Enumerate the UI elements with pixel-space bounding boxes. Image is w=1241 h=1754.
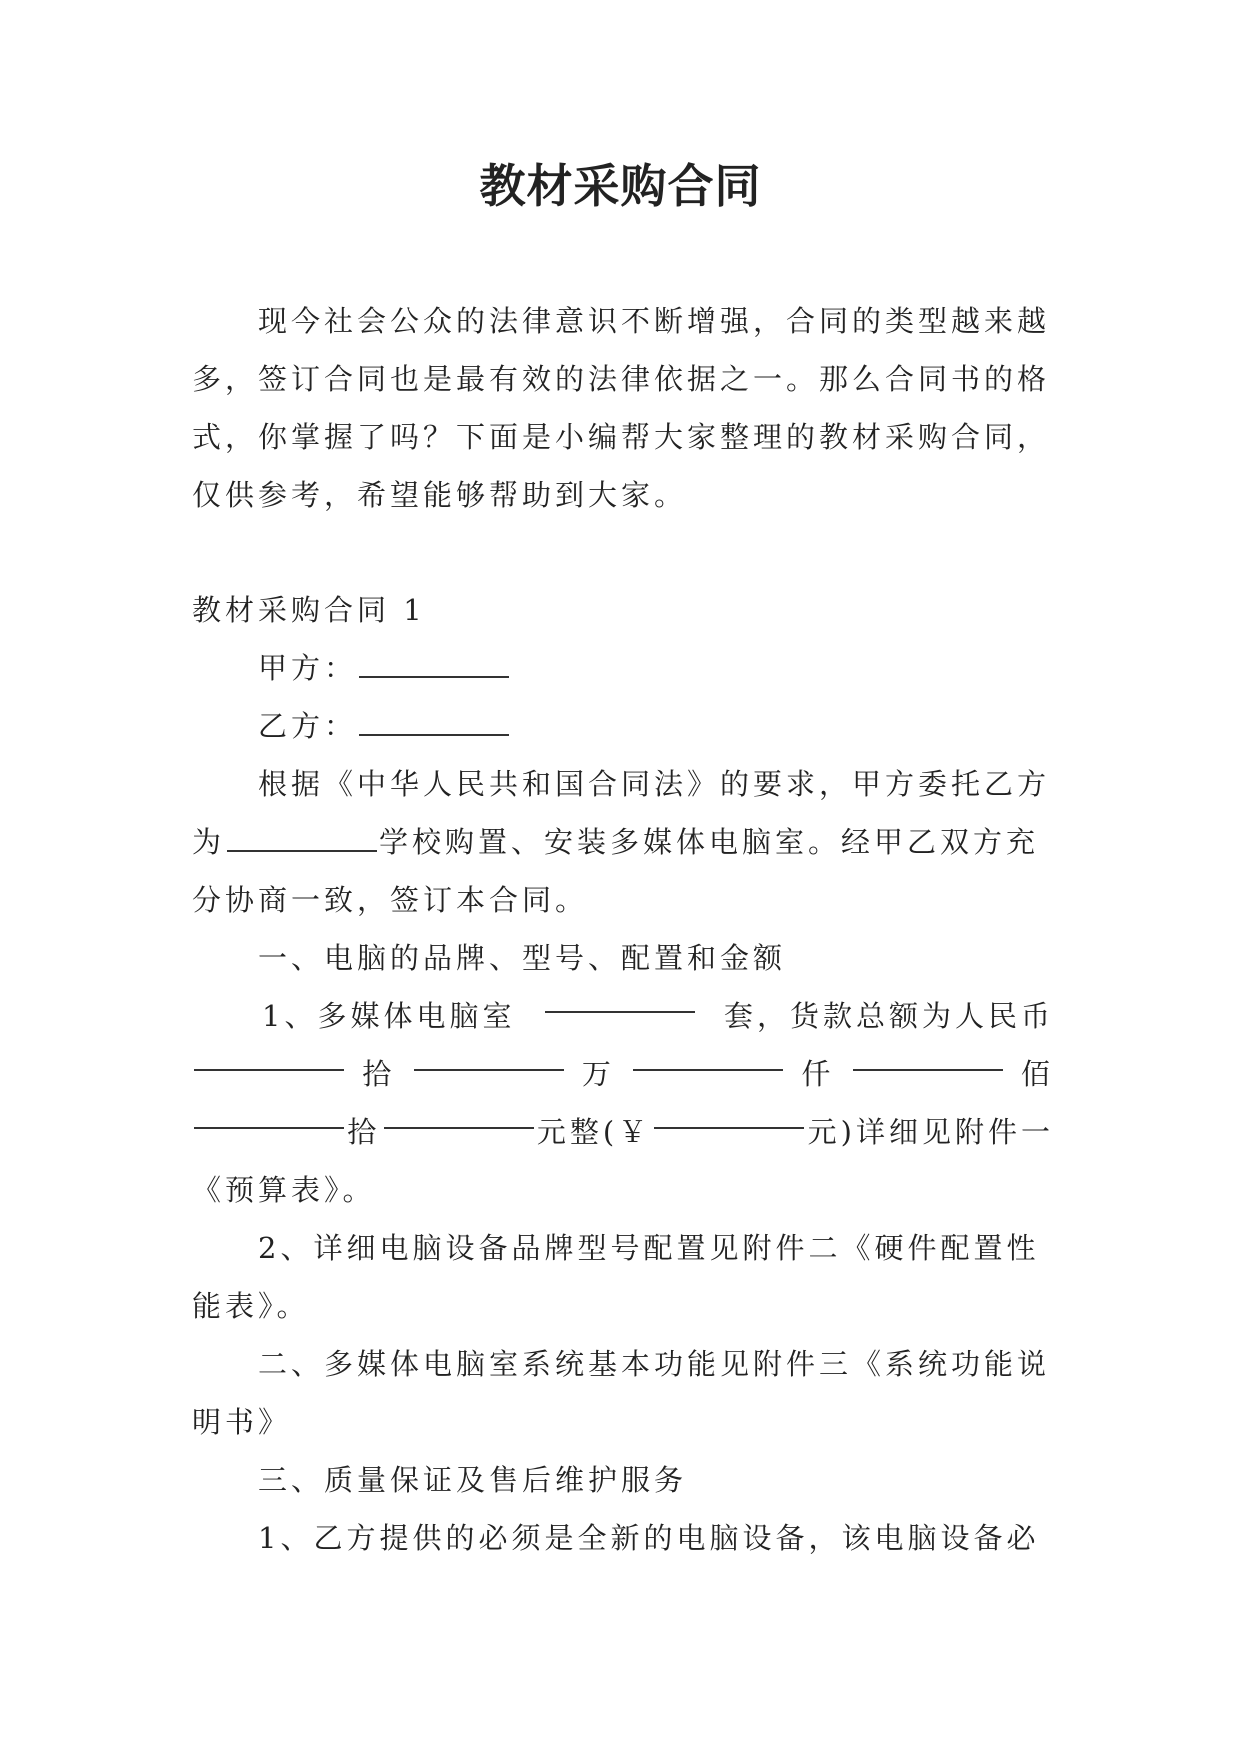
school-blank xyxy=(227,826,377,852)
unit-text: 元整(￥ xyxy=(536,1115,652,1149)
item-1-text: 1、多媒体电脑室 xyxy=(262,999,516,1033)
unit-text: 元)详细见附件一 xyxy=(807,1115,1054,1149)
amount-blank xyxy=(853,1045,1003,1071)
amount-blank xyxy=(633,1045,783,1071)
amount-line xyxy=(192,1045,1054,1103)
item-2-line: 2、详细电脑设备品牌型号配置见附件二《硬件配置性 xyxy=(258,1231,1040,1265)
unit-text: 拾 xyxy=(362,1057,396,1091)
basis-line xyxy=(192,813,1054,871)
unit-text: 佰 xyxy=(1020,1057,1054,1091)
amount-blank xyxy=(194,1045,344,1071)
intro-line: 仅供参考，希望能够帮助到大家。 xyxy=(192,478,688,512)
unit-text: 拾 xyxy=(347,1115,381,1149)
document-title: 教材采购合同 xyxy=(479,159,762,213)
amount-blank xyxy=(654,1103,804,1129)
unit-text: 万 xyxy=(581,1057,615,1091)
intro-paragraph xyxy=(192,292,1054,524)
party-a-line xyxy=(192,639,1054,697)
clause-3-heading: 三、质量保证及售后维护服务 xyxy=(258,1463,688,1497)
amount-line xyxy=(192,1103,1054,1161)
unit-text: 仟 xyxy=(801,1057,835,1091)
clause-1-heading: 一、电脑的品牌、型号、配置和金额 xyxy=(258,941,787,975)
amount-blank xyxy=(384,1103,534,1129)
basis-line: 根据《中华人民共和国合同法》的要求，甲方委托乙方 xyxy=(258,767,1051,801)
basis-text: 学校购置、安装多媒体电脑室。经甲乙双方充 xyxy=(379,825,1040,859)
item-2-line: 能表》。 xyxy=(192,1289,310,1323)
intro-line: 现今社会公众的法律意识不断增强，合同的类型越来越 xyxy=(258,304,1051,338)
amount-blank xyxy=(194,1103,344,1129)
intro-line: 式，你掌握了吗？下面是小编帮大家整理的教材采购合同， xyxy=(192,420,1051,454)
item-1-line xyxy=(192,987,1054,1045)
clause-2-line: 二、多媒体电脑室系统基本功能见附件三《系统功能说 xyxy=(258,1347,1051,1381)
party-a-blank xyxy=(359,652,509,678)
party-b-label: 乙方： xyxy=(258,709,358,743)
party-b-blank xyxy=(359,710,509,736)
item-1-text: 套，货款总额为人民币 xyxy=(723,999,1054,1033)
party-b-line xyxy=(192,697,1054,755)
section-heading: 教材采购合同 1 xyxy=(192,593,426,627)
basis-text: 为 xyxy=(192,825,226,859)
amount-blank xyxy=(414,1045,564,1071)
budget-ref: 《预算表》。 xyxy=(192,1173,376,1207)
set-count-blank xyxy=(545,987,695,1013)
party-a-label: 甲方： xyxy=(258,651,358,685)
clause-2-line: 明书》 xyxy=(192,1405,292,1439)
intro-line: 多，签订合同也是最有效的法律依据之一。那么合同书的格 xyxy=(192,362,1051,396)
basis-line: 分协商一致，签订本合同。 xyxy=(192,883,589,917)
clause-3-item-1: 1、乙方提供的必须是全新的电脑设备，该电脑设备必 xyxy=(258,1521,1040,1555)
contract-section xyxy=(192,581,1054,1567)
